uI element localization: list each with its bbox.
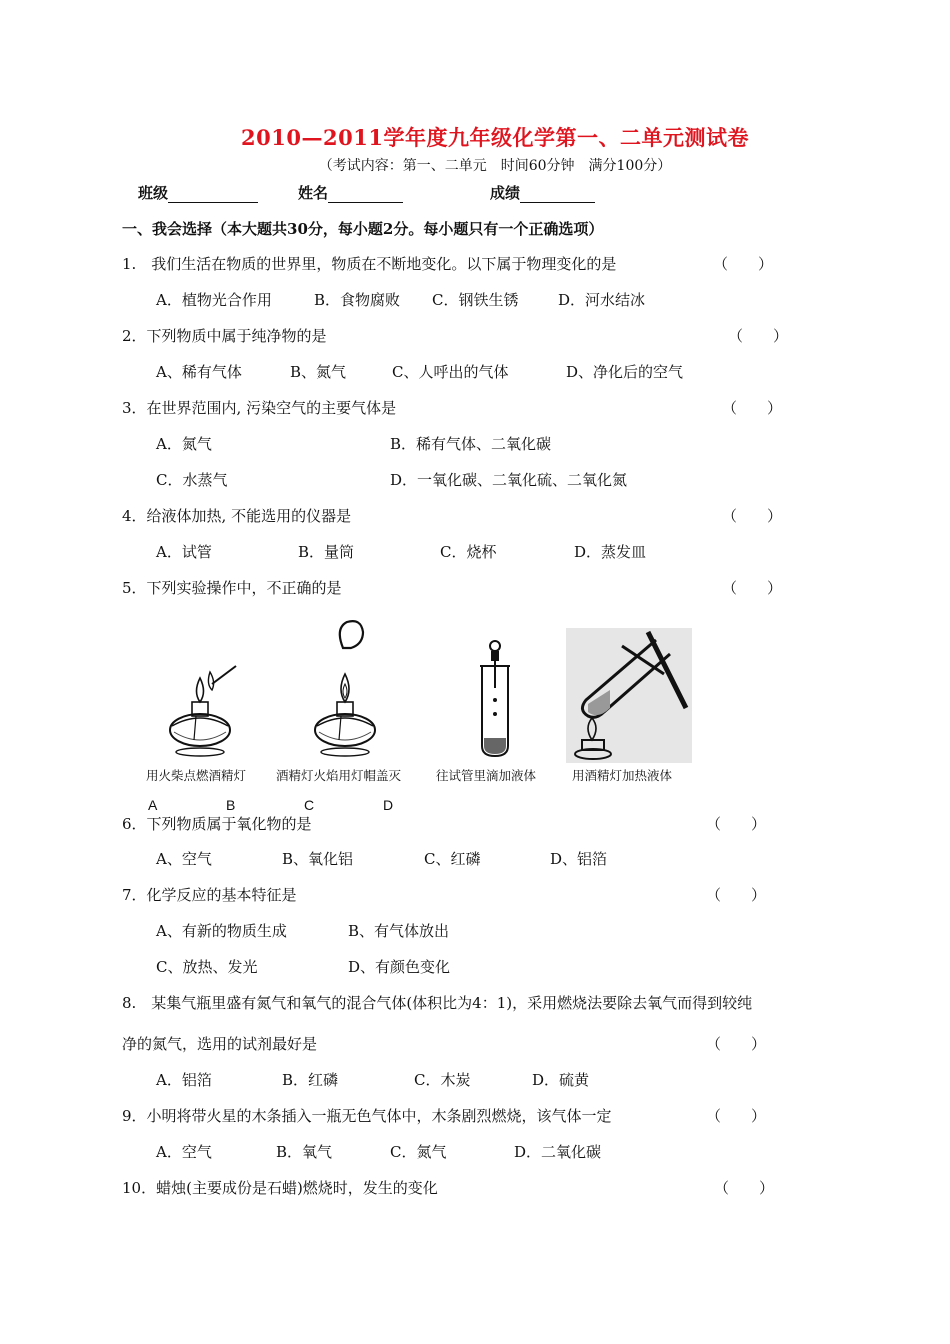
exam-subtitle: （考试内容：第一、二单元 时间60分钟 满分100分） [318,158,672,174]
q8-option-c: C．木炭 [414,1071,471,1089]
q9-option-b: B．氧气 [276,1143,333,1161]
class-label: 班级 [138,184,169,202]
answer-paren-8[interactable]: （ ） [706,1035,767,1053]
q8-option-a: A．铝箔 [156,1071,212,1089]
q6-option-a: A、空气 [156,850,212,868]
name-field [298,182,403,203]
q6-option-d: D、铝箔 [550,850,608,868]
question-5-stem: 5．下列实验操作中，不正确的是 [122,579,342,597]
question-4-stem: 4．给液体加热, 不能选用的仪器是 [122,507,352,525]
alcohol-lamp-cap-icon [305,618,385,763]
class-field [138,182,258,203]
figure-caption-d: 用酒精灯加热液体 [572,768,673,783]
alcohol-lamp-match-icon [160,660,240,760]
answer-paren-5[interactable]: （ ） [722,579,783,597]
figure-caption-b: 酒精灯火焰用灯帽盖灭 [276,768,402,783]
q8-option-b: B．红磷 [282,1071,339,1089]
q9-option-c: C．氮气 [390,1143,447,1161]
answer-paren-6[interactable]: （ ） [706,815,767,833]
figure-letter-c: C [304,797,315,813]
question-2-stem: 2．下列物质中属于纯净物的是 [122,327,327,345]
figure-caption-a: 用火柴点燃酒精灯 [146,768,247,783]
heating-liquid-icon [566,628,692,763]
score-blank[interactable] [520,186,595,203]
q2-option-d: D、净化后的空气 [566,363,684,381]
q4-option-d: D．蒸发皿 [574,543,647,561]
question-7-stem: 7．化学反应的基本特征是 [122,886,297,904]
q7-option-d: D、有颜色变化 [348,958,451,976]
question-1-stem: 1. 我们生活在物质的世界里，物质在不断地变化。以下属于物理变化的是 [122,255,617,273]
question-10-stem: 10．蜡烛(主要成份是石蜡)燃烧时，发生的变化 [122,1179,438,1197]
q1-option-d: D．河水结冰 [558,291,646,309]
question-8-stem-continued: 净的氮气，选用的试剂最好是 [122,1035,318,1053]
q7-option-c: C、放热、发光 [156,958,258,976]
q9-option-d: D．二氧化碳 [514,1143,602,1161]
answer-paren-3[interactable]: （ ） [722,399,783,417]
exam-title: 2010—2011学年度九年级化学第一、二单元测试卷 [241,125,749,150]
question-6-stem: 6．下列物质属于氧化物的是 [122,815,312,833]
name-label: 姓名 [298,184,329,202]
q2-option-a: A、稀有气体 [156,363,242,381]
answer-paren-10[interactable]: （ ） [714,1179,775,1197]
q1-option-c: C．钢铁生锈 [432,291,519,309]
q2-option-c: C、人呼出的气体 [392,363,509,381]
q6-option-c: C、红磷 [424,850,481,868]
figure-caption-c: 往试管里滴加液体 [436,768,537,783]
class-blank[interactable] [168,186,258,203]
score-label: 成绩 [490,184,521,202]
q4-option-c: C．烧杯 [440,543,497,561]
figure-letter-a: A [148,797,158,813]
score-field [490,182,595,203]
answer-paren-9[interactable]: （ ） [706,1107,767,1125]
answer-paren-2[interactable]: （ ） [728,327,789,345]
q3-option-d: D．一氧化碳、二氧化硫、二氧化氮 [390,471,628,489]
answer-paren-1[interactable]: （ ） [713,255,774,273]
q9-option-a: A．空气 [156,1143,212,1161]
answer-paren-7[interactable]: （ ） [706,886,767,904]
answer-paren-4[interactable]: （ ） [722,507,783,525]
q7-option-b: B、有气体放出 [348,922,450,940]
q7-option-a: A、有新的物质生成 [156,922,287,940]
name-blank[interactable] [328,186,403,203]
q1-option-b: B．食物腐败 [314,291,401,309]
q3-option-c: C．水蒸气 [156,471,228,489]
question-9-stem: 9．小明将带火星的木条插入一瓶无色气体中，木条剧烈燃烧，该气体一定 [122,1107,612,1125]
question-3-stem: 3．在世界范围内, 污染空气的主要气体是 [122,399,397,417]
question-8-stem: 8. 某集气瓶里盛有氮气和氧气的混合气体(体积比为4：1)，采用燃烧法要除去氧气而得到较纯 [122,994,753,1012]
test-tube-dropper-icon [470,638,520,763]
q6-option-b: B、氧化铝 [282,850,354,868]
figure-letter-b: B [226,797,236,813]
q3-option-a: A．氮气 [156,435,212,453]
q3-option-b: B．稀有气体、二氧化碳 [390,435,552,453]
q4-option-a: A．试管 [156,543,212,561]
q8-option-d: D．硫黄 [532,1071,590,1089]
section-heading: 一、我会选择（本大题共30分，每小题2分。每小题只有一个正确选项） [122,220,604,238]
figure-letter-d: D [383,797,394,813]
q2-option-b: B、氮气 [290,363,347,381]
q4-option-b: B．量筒 [298,543,355,561]
q1-option-a: A．植物光合作用 [156,291,272,309]
